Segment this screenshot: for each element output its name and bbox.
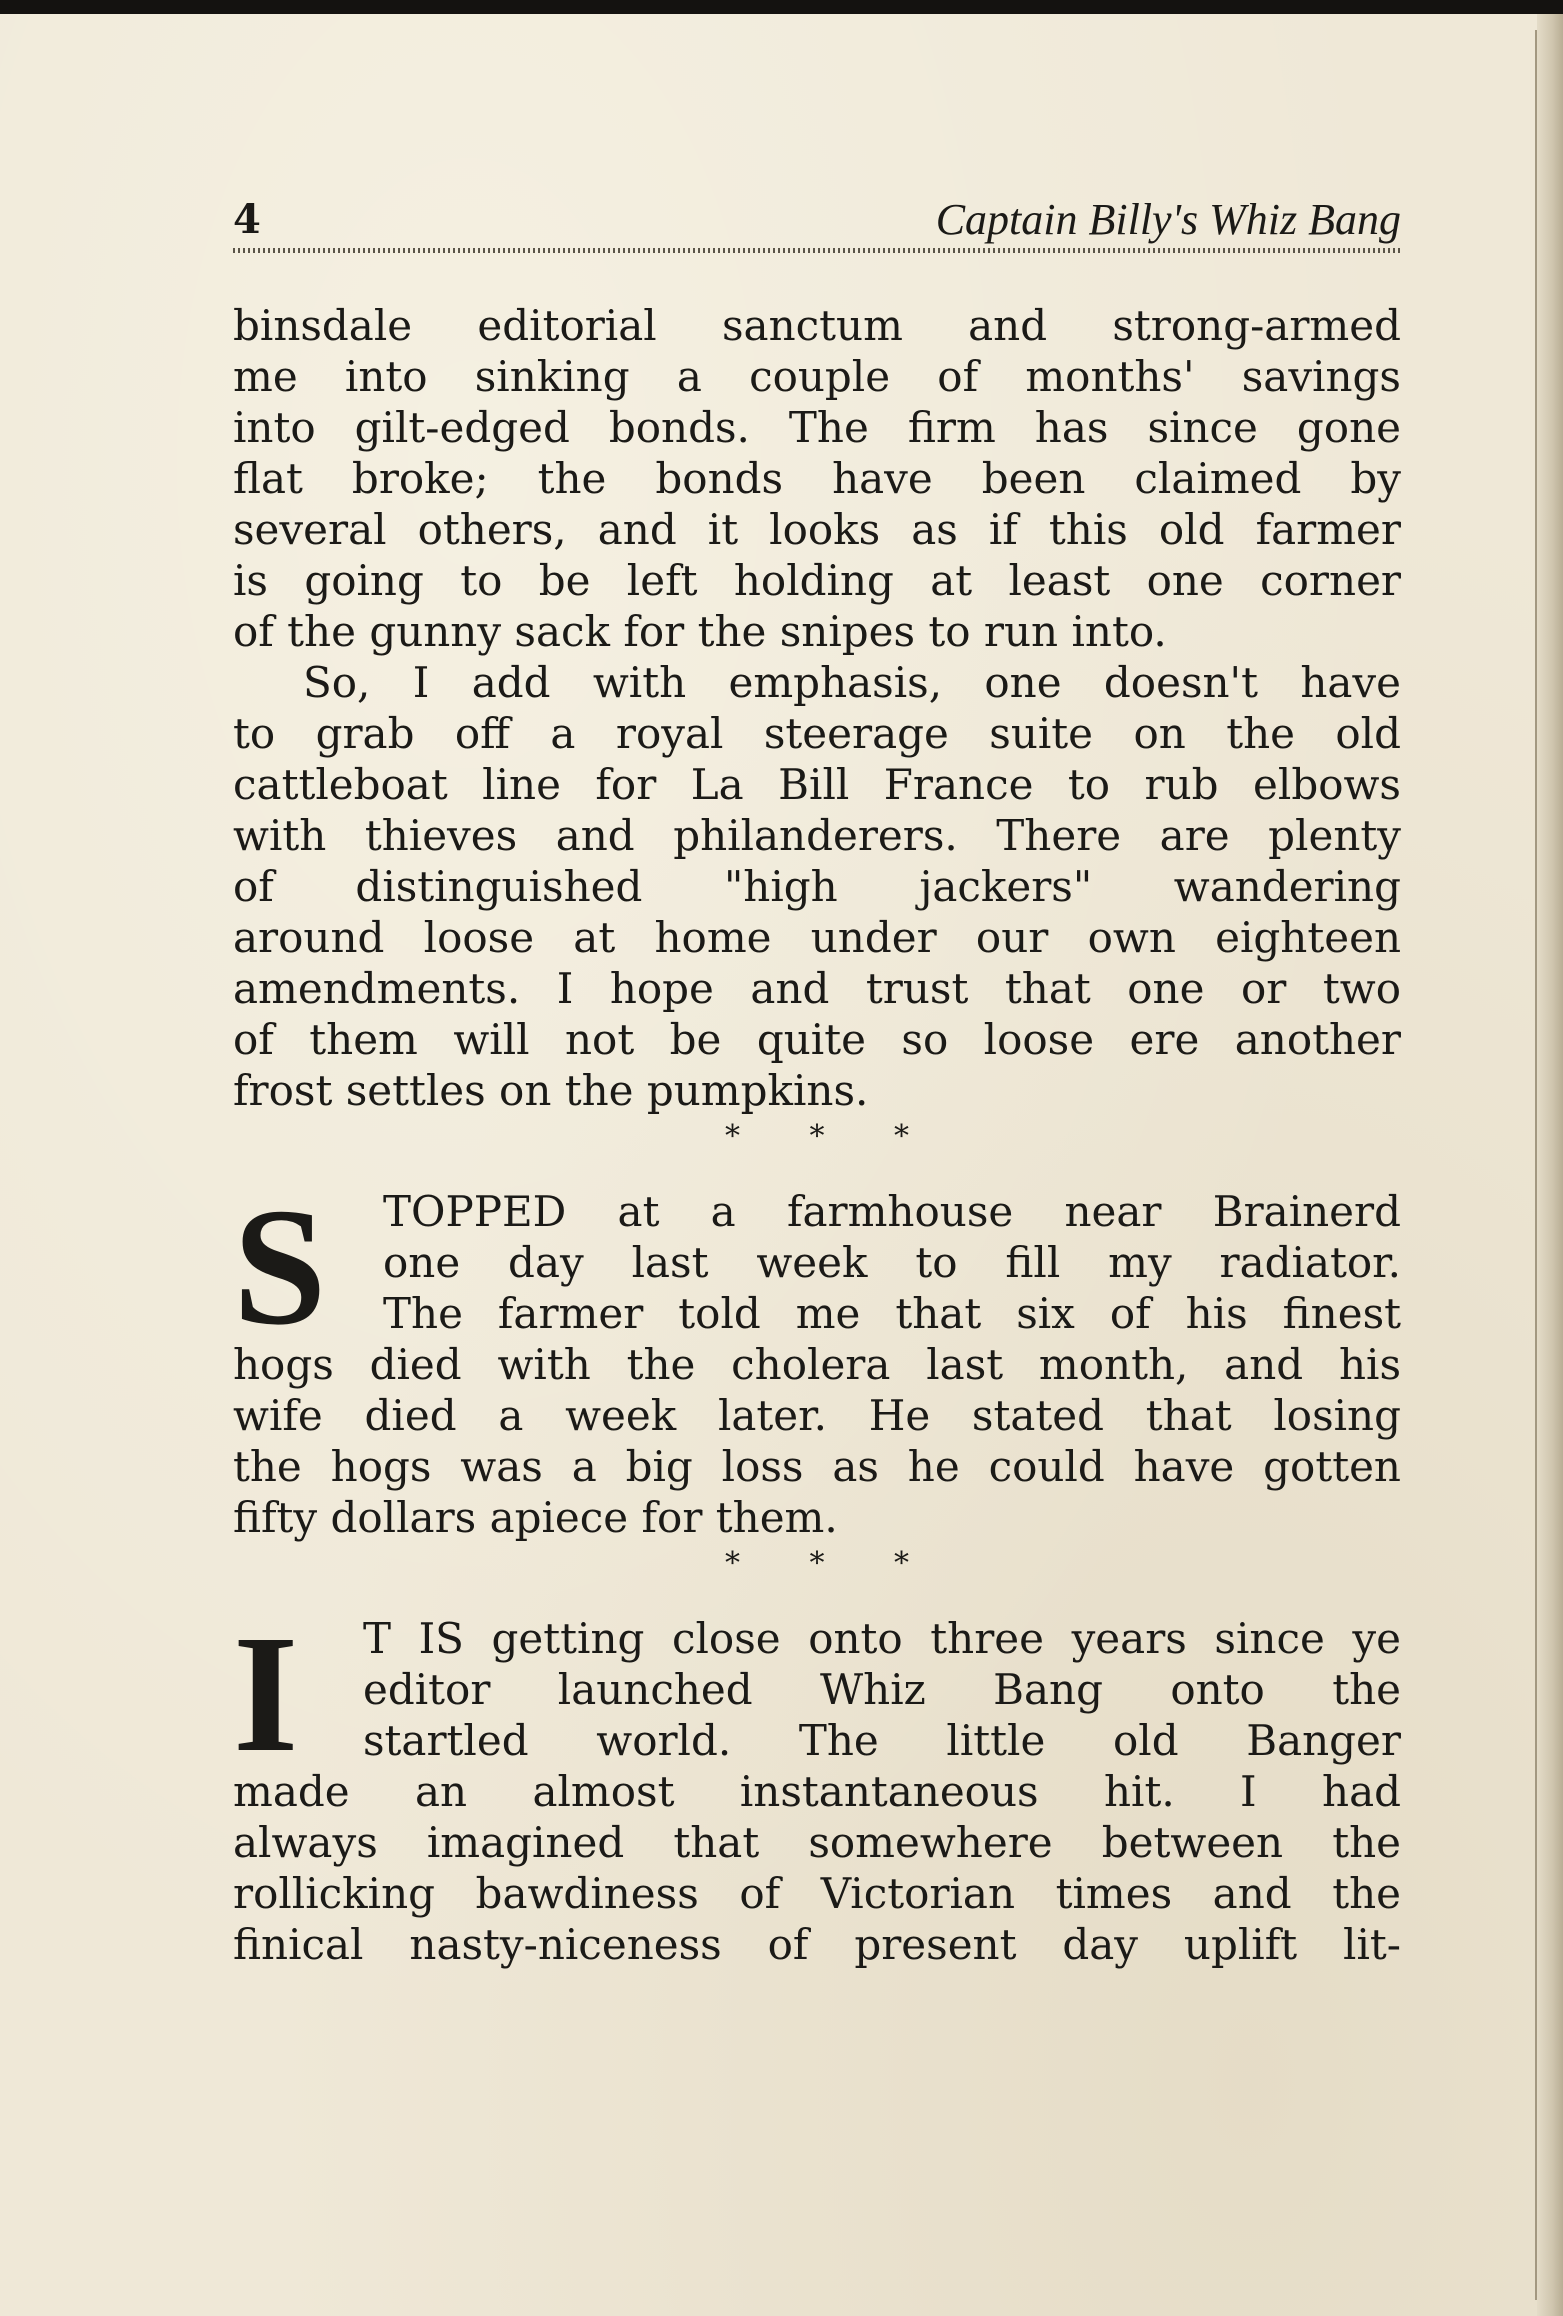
text-line: The farmer told me that six of his finest [383,1289,1401,1338]
text-line: one day last week to fill my radiator. [383,1238,1401,1287]
text-line: of the gunny sack for the snipes to run into. [233,607,1167,656]
spacer [233,1593,1401,1613]
paragraph-4 [233,1601,1401,1970]
text-line: TOPPED at a farmhouse near Brainerd [383,1187,1401,1236]
paragraph-3 [233,1174,1401,1543]
drop-cap: S [233,1174,327,1360]
paragraph-2 [233,657,1401,1116]
running-title: Captain Billy's Whiz Bang [935,195,1401,244]
text-line: made an almost instantaneous hit. I had [233,1767,1401,1816]
text-line: hogs died with the cholera last month, and his [233,1340,1401,1389]
text-line: rollicking bawdiness of Victorian times and the [233,1869,1401,1918]
text-line: wife died a week later. He stated that losing [233,1391,1401,1440]
page-right-edge [1537,14,1563,2316]
text-line: amendments. I hope and trust that one or two [233,964,1401,1013]
text-line: cattleboat line for La Bill France to rub elbows [233,760,1401,809]
text-line: the hogs was a big loss as he could have gotten [233,1442,1401,1491]
text-line: with thieves and philanderers. There are plenty [233,811,1401,860]
article-body [233,300,1401,1970]
spacer [233,1166,1401,1186]
page-header [233,196,1401,252]
page-top-edge [0,0,1563,14]
text-line: finical nasty-niceness of present day uplift lit- [233,1920,1401,1969]
text-line: of distinguished "high jackers" wandering [233,862,1401,911]
text-line: editor launched Whiz Bang onto the [363,1665,1401,1714]
section-separator: * * * [724,1546,940,1581]
text-line: flat broke; the bonds have been claimed by [233,454,1401,503]
text-line: startled world. The little old Banger [363,1716,1401,1765]
text-line: to grab off a royal steerage suite on the old [233,709,1401,758]
text-line: fifty dollars apiece for them. [233,1493,838,1542]
text-line: of them will not be quite so loose ere another [233,1015,1401,1064]
text-line: T IS getting close onto three years since ye [363,1614,1401,1663]
text-line: is going to be left holding at least one corner [233,556,1401,605]
text-line: frost settles on the pumpkins. [233,1066,869,1115]
text-line: So, I add with emphasis, one doesn't have [303,658,1401,707]
text-line: into gilt-edged bonds. The firm has since gone [233,403,1401,452]
text-line: binsdale editorial sanctum and strong-armed [233,301,1401,350]
page-number: 4 [233,196,261,243]
text-line: me into sinking a couple of months' savings [233,352,1401,401]
paragraph-1 [233,300,1401,657]
text-line: several others, and it looks as if this old farmer [233,505,1401,554]
drop-cap: I [233,1601,299,1787]
section-separator: * * * [724,1119,940,1154]
text-line: always imagined that somewhere between the [233,1818,1401,1867]
header-rule [233,248,1401,253]
text-line: around loose at home under our own eighteen [233,913,1401,962]
